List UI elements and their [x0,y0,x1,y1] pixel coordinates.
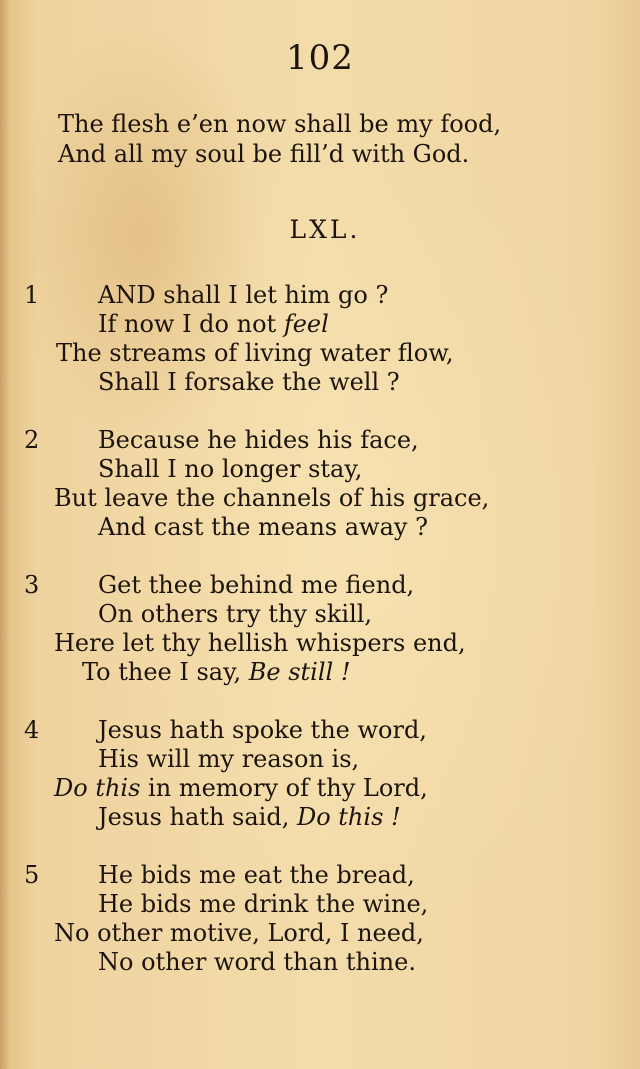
verse-2-line-3: But leave the channels of his grace, [54,484,490,512]
verse-4-line-4: Jesus hath said, Do this ! [98,803,401,831]
verse-3-line-2: On others try thy skill, [98,600,373,628]
verse-1-line-4: Shall I forsake the well ? [98,368,400,396]
verse-number-3: 3 [24,571,40,599]
verse-4-line-2: His will my reason is, [98,745,360,773]
page-number: 102 [286,38,354,78]
intro-line-1: The flesh e’en now shall be my food, [58,110,502,138]
verse-5-line-2: He bids me drink the wine, [98,890,429,918]
verse-4-line-1: Jesus hath spoke the word, [98,716,427,744]
verse-number-5: 5 [24,861,40,889]
verse-5-line-4: No other word than thine. [98,948,416,976]
intro-line-2: And all my soul be fill’d with God. [58,140,470,168]
verse-4-line-3: Do this in memory of thy Lord, [54,774,428,802]
verse-1-line-3: The streams of living water flow, [56,339,454,367]
verse-2-line-4: And cast the means away ? [98,513,428,541]
verse-number-4: 4 [24,716,40,744]
verse-number-1: 1 [24,281,40,309]
verse-1-line-1: AND shall I let him go ? [98,281,389,309]
verse-3-line-1: Get thee behind me fiend, [98,571,415,599]
hymn-heading: LXL. [289,215,361,244]
verse-5-line-3: No other motive, Lord, I need, [54,919,424,947]
page-edge-shading [0,0,10,1069]
verse-3-line-4: To thee I say, Be still ! [82,658,351,686]
verse-1-line-2: If now I do not feel [98,310,329,338]
verse-5-line-1: He bids me eat the bread, [98,861,415,889]
verse-2-line-1: Because he hides his face, [98,426,419,454]
verse-2-line-2: Shall I no longer stay, [98,455,363,483]
verse-3-line-3: Here let thy hellish whispers end, [54,629,466,657]
verse-number-2: 2 [24,426,40,454]
